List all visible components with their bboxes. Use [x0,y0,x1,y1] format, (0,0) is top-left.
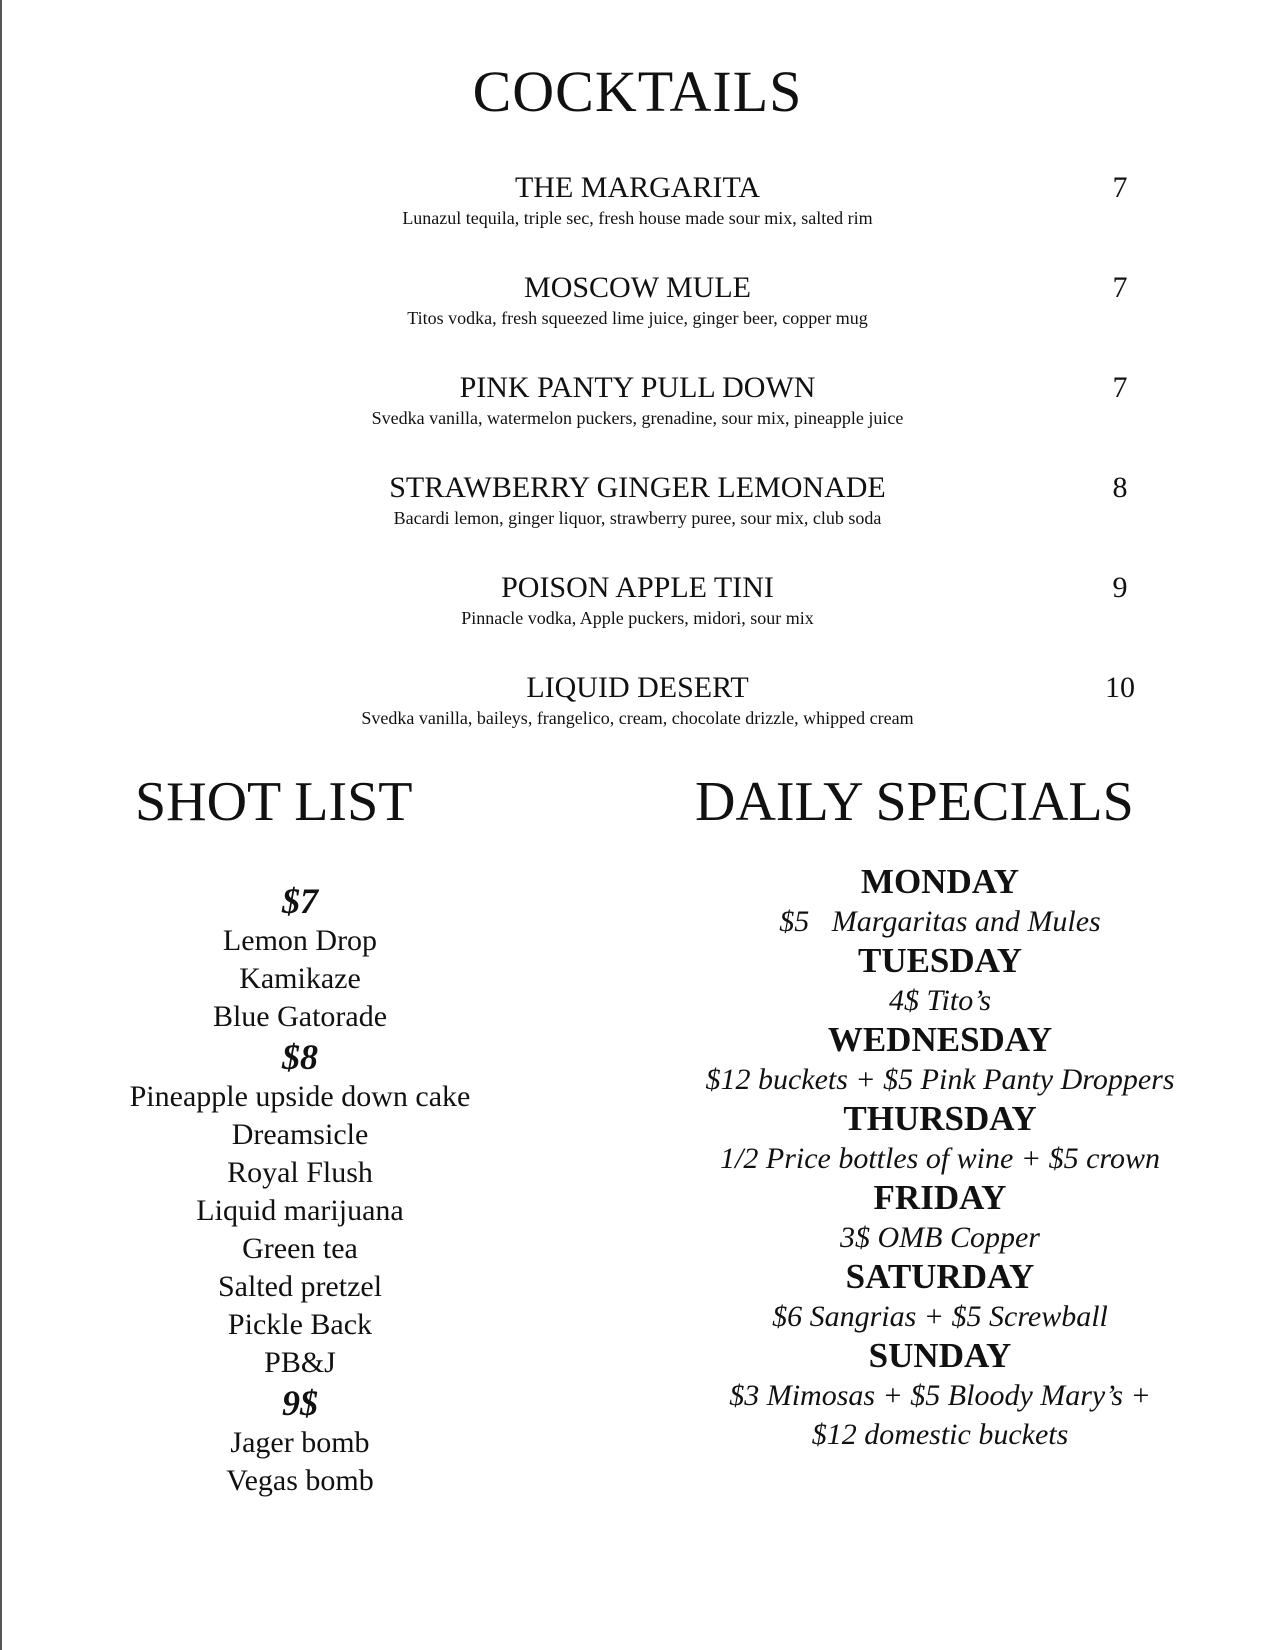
shot-item: Royal Flush [227,1156,373,1189]
shot-list-title: SHOT LIST [135,771,413,833]
shot-item: Green tea [242,1232,358,1265]
cocktail-name: THE MARGARITA [514,171,761,204]
special-deal: 3$ OMB Copper [840,1221,1040,1254]
cocktail-item [0,370,1275,470]
cocktail-name: LIQUID DESERT [526,671,749,704]
special-deal: $5 Margaritas and Mules [779,905,1101,938]
shot-item: Vegas bomb [226,1464,374,1497]
special-deal: 4$ Tito’s [889,984,991,1017]
special-day: TUESDAY [857,941,1023,980]
shot-price-heading: $7 [282,881,318,921]
cocktail-description: Svedka vanilla, watermelon puckers, grenadine, sour mix, pineapple juice [371,408,904,428]
cocktail-item [0,570,1275,670]
cocktail-price: 9 [1112,571,1128,604]
shot-item: PB&J [264,1346,336,1379]
cocktail-description: Bacardi lemon, ginger liquor, strawberry puree, sour mix, club soda [393,508,882,528]
daily-specials-title: DAILY SPECIALS [695,771,1134,833]
special-day: SATURDAY [845,1257,1035,1296]
page-title: COCKTAILS [472,59,803,124]
cocktail-description: Titos vodka, fresh squeezed lime juice, ginger beer, copper mug [407,308,868,328]
shot-item: Salted pretzel [217,1270,383,1303]
special-deal: $3 Mimosas + $5 Bloody Mary’s + [729,1379,1151,1412]
special-day: FRIDAY [873,1178,1007,1217]
shot-item: Pickle Back [227,1308,373,1341]
shot-item: Liquid marijuana [196,1194,404,1227]
special-deal: $6 Sangrias + $5 Screwball [772,1300,1108,1333]
shot-item: Jager bomb [230,1426,370,1459]
cocktail-price: 10 [1105,671,1135,704]
special-day: MONDAY [860,862,1020,901]
cocktail-item [0,470,1275,570]
cocktail-item [0,670,1275,770]
cocktail-description: Lunazul tequila, triple sec, fresh house made sour mix, salted rim [402,208,873,228]
shot-price-heading: $8 [282,1037,318,1077]
shot-price-heading: 9$ [282,1383,318,1423]
daily-specials-list [670,862,1210,1454]
special-day: THURSDAY [843,1099,1037,1138]
cocktail-name: STRAWBERRY GINGER LEMONADE [389,471,886,504]
cocktail-description: Pinnacle vodka, Apple puckers, midori, sour mix [461,608,814,628]
cocktail-price: 7 [1112,171,1128,204]
cocktail-item [0,270,1275,370]
shot-list [100,880,500,1500]
special-day: SUNDAY [868,1336,1012,1375]
shot-item: Pineapple upside down cake [129,1080,471,1113]
cocktail-price: 8 [1112,471,1128,504]
cocktail-price: 7 [1112,271,1128,304]
cocktail-name: PINK PANTY PULL DOWN [459,371,816,404]
shot-item: Blue Gatorade [212,1000,388,1033]
special-day: WEDNESDAY [827,1020,1053,1059]
cocktail-description: Svedka vanilla, baileys, frangelico, cream, chocolate drizzle, whipped cream [361,708,914,728]
shot-item: Dreamsicle [231,1118,369,1151]
shot-item: Kamikaze [239,962,361,995]
cocktail-name: MOSCOW MULE [524,271,751,304]
cocktail-price: 7 [1112,371,1128,404]
cocktail-name: POISON APPLE TINI [501,571,774,604]
cocktail-list [0,170,1275,770]
shot-item: Lemon Drop [222,924,378,957]
special-deal: 1/2 Price bottles of wine + $5 crown [720,1142,1160,1175]
special-deal: $12 buckets + $5 Pink Panty Droppers [705,1063,1175,1096]
special-deal: $12 domestic buckets [811,1418,1069,1451]
cocktail-item [0,170,1275,270]
